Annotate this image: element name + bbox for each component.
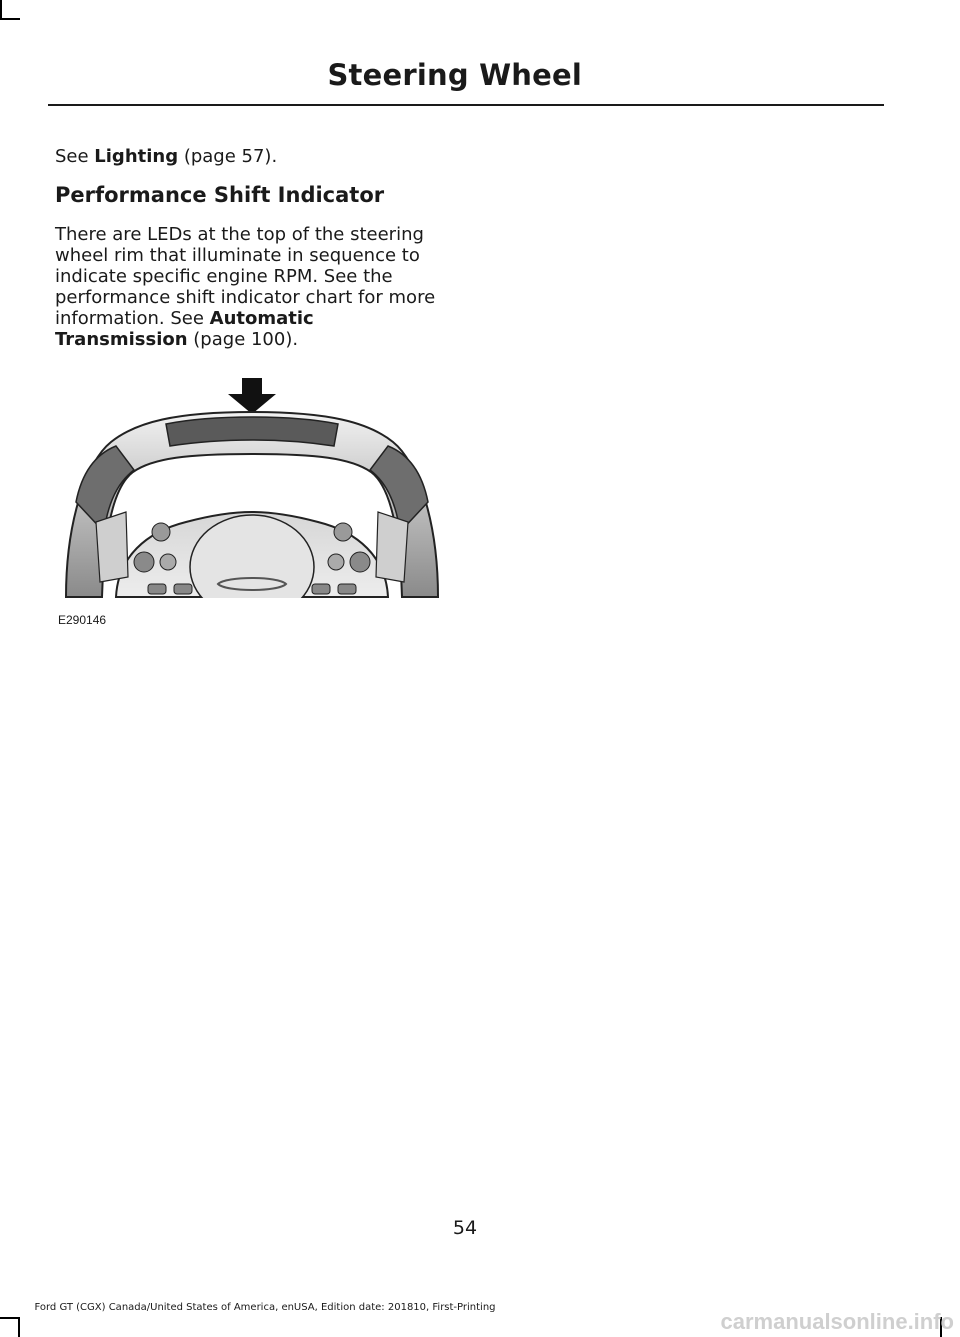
paragraph-line: There are LEDs at the top of the steering [55,224,424,245]
paragraph-line: performance shift indicator chart for more [55,287,436,308]
see-lighting-reference [55,146,455,167]
arrow-down-icon [228,378,276,414]
footer-text: Ford GT (CGX) Canada/United States of America, enUSA, Edition date: 201810, First-Printing [34,1302,496,1313]
crop-mark [18,1317,20,1337]
header-divider [48,104,884,106]
crop-mark [0,0,2,20]
figure-code: E290146 [58,613,107,627]
paragraph-line: indicate specific engine RPM. See the [55,266,393,287]
paragraph-line [55,329,455,350]
lighting-link[interactable]: Lighting [94,146,179,167]
line-text: information. See [55,308,210,329]
paragraph-line [55,308,455,329]
automatic-transmission-link[interactable]: Automatic [209,308,314,329]
section-paragraph [55,224,455,350]
steering-wheel-illustration [56,372,448,628]
automatic-transmission-link[interactable]: Transmission [55,329,188,350]
page-title: Steering Wheel [327,58,582,92]
crop-mark [0,18,20,20]
crop-mark [0,1317,20,1319]
paragraph-line: wheel rim that illuminate in sequence to [55,245,420,266]
line-suffix: (page 100). [187,329,299,350]
see-prefix: See [55,146,95,167]
watermark: carmanualsonline.info [720,1309,954,1334]
steering-wheel-figure [56,372,448,628]
section-heading: Performance Shift Indicator [55,183,385,207]
see-suffix: (page 57). [178,146,278,167]
page-number: 54 [452,1217,478,1239]
